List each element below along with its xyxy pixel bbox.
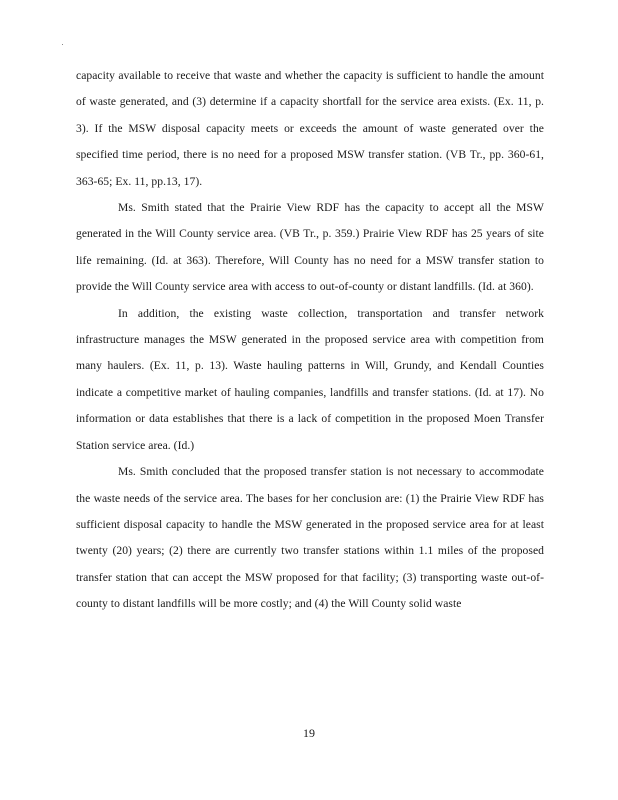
scan-speck [62, 44, 63, 45]
paragraph-competition: In addition, the existing waste collection, transportation and transfer network infrastructure manages the MSW generated in the proposed service area with competition from many haulers. (Ex. 11, p. 13). Waste hauling patterns in Will, Grundy, and Kendall Counties indicate a competitive market of hauling companies, landfills and transfer stations. (Id. at 17). No information or data establishes that there is a lack of competition in the proposed Moen Transfer Station service area. (Id.) [76, 306, 544, 452]
page-number: 19 [303, 726, 315, 740]
paragraph-conclusion: Ms. Smith concluded that the proposed transfer station is not necessary to accommodate the waste needs of the service area. The bases for her conclusion are: (1) the Prairie View RDF has sufficient disposal capacity to handle the MSW generated in the proposed service area for at least twenty (20) years; (2) there are currently two transfer stations within 1.1 miles of the proposed transfer station that can accept the MSW proposed for that facility; (3) transporting waste out-of-county to distant landfills will be more costly; and (4) the Will County solid waste [76, 465, 544, 611]
paragraph-prairie-view-capacity: Ms. Smith stated that the Prairie View RDF has the capacity to accept all the MSW generated in the Will County service area. (VB Tr., p. 359.) Prairie View RDF has 25 years of site life remaining. (Id. at 363). Therefore, Will County has no need for a MSW transfer station to provide the Will County service area with access to out-of-county or distant landfills. (Id. at 360). [76, 201, 544, 294]
body-text [76, 63, 544, 618]
paragraph-continuation: capacity available to receive that waste and whether the capacity is sufficient to handle the amount of waste generated, and (3) determine if a capacity shortfall for the service area exists. (Ex. 11, p. 3). If the MSW disposal capacity meets or exceeds the amount of waste generated over the specified time period, there is no need for a proposed MSW transfer station. (VB Tr., pp. 360-61, 363-65; Ex. 11, pp.13, 17). [76, 69, 544, 188]
